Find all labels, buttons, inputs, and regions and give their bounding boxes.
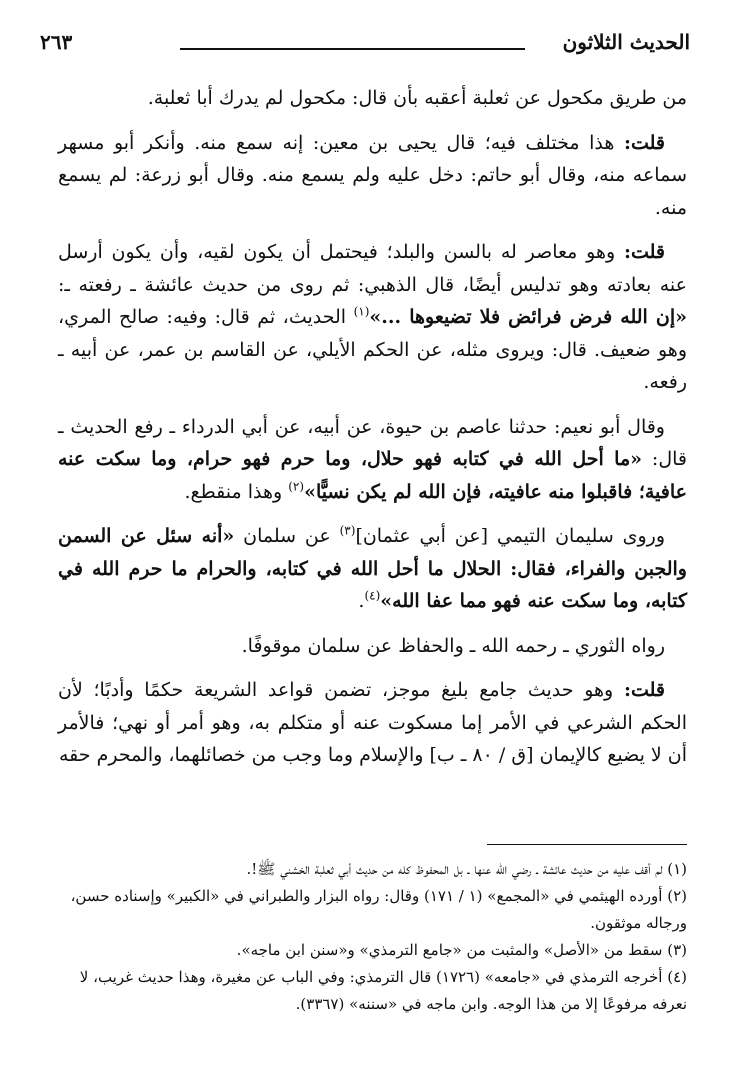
footnote-rule — [487, 844, 687, 845]
paragraph-4-text: وقال أبو نعيم: حدثنا عاصم بن حيوة، عن أبيه، عن أبي الدرداء ـ رفع الحديث ـ قال: — [58, 415, 687, 470]
hadith-quote: «ما أحل الله في كتابه فهو حلال، وما حرم فهو حرام، وما سكت عنه عافية؛ فاقبلوا منه عافيته، فإن الله لم يكن نسيًّا» — [58, 448, 687, 503]
paragraph-4 — [58, 411, 687, 509]
main-text — [58, 82, 687, 784]
paragraph-7-text: وهو حديث جامع بليغ موجز، تضمن قواعد الشريعة حكمًا وأدبًا؛ لأن الحكم الشرعي في الأمر إما مسكوت عنه أو متكلم به، وهو أمر أو نهي؛ فالأمر أن لا يضيع كالإيمان [ق / ٨٠ ـ ب] والإسلام وما وجب من خصائلهما، والمحرم حقه — [58, 679, 687, 766]
qultu-label: قلت: — [623, 679, 665, 701]
paragraph-5 — [58, 520, 687, 618]
paragraph-2 — [58, 127, 687, 225]
paragraph-4-text-cont: وهذا منقطع. — [184, 480, 289, 503]
paragraph-3-text-cont: الحديث، ثم قال: وفيه: صالح المري، وهو ضعيف. قال: ويروى مثله، عن الحكم الأيلي، عن القاسم بن عمر، عن أبيه ـ رفعه. — [58, 306, 687, 393]
page-header — [40, 24, 690, 64]
paragraph-5-text: وروى سليمان التيمي [عن أبي عثمان] — [355, 525, 666, 547]
hadith-quote: «إن الله فرض فرائض فلا تضيعوها ...» — [369, 306, 687, 328]
footnote-ref-4: (٤) — [364, 588, 381, 603]
header-rule — [180, 48, 525, 50]
paragraph-5-text-cont: عن سلمان — [234, 525, 340, 547]
footnote-ref-2: (٢) — [288, 479, 305, 494]
qultu-label: قلت: — [623, 131, 665, 154]
paragraph-2-text: هذا مختلف فيه؛ قال يحيى بن معين: إنه سمع منه. وأنكر أبو مسهر سماعه منه، وقال أبو حاتم: دخل عليه ولم يسمع منه. وقال أبو زرعة: لم يسمع منه. — [58, 131, 687, 219]
footnote-4: (٤) أخرجه الترمذي في «جامعه» (١٧٢٦) قال الترمذي: وفي الباب عن مغيرة، وهذا حديث غريب، لا نعرفه مرفوعًا إلا من هذا الوجه. وابن ماجه في «سننه» (٣٣٦٧). — [79, 968, 687, 1013]
footnote-1: (١) لم أقف عليه من حديث عائشة ـ رضي الله عنها ـ بل المحفوظ كله من حديث أبي ثعلبة الخشني ﷺ!. — [246, 860, 687, 878]
paragraph-1: من طريق مكحول عن ثعلبة أعقبه بأن قال: مكحول لم يدرك أبا ثعلبة. — [147, 87, 687, 109]
footnote-2: (٢) أورده الهيثمي في «المجمع» (١ / ١٧١) وقال: رواه البزار والطبراني في «الكبير» وإسناده حسن، ورجاله موثقون. — [70, 887, 687, 932]
paragraph-3-text: وهو معاصر له بالسن والبلد؛ فيحتمل أن يكون لقيه، وأن يكون أرسل عنه بعادته وهو تدليس أيضًا، قال الذهبي: ثم روى من حديث عائشة ـ رفعته ـ: — [58, 241, 687, 296]
footnote-ref-1: (١) — [353, 304, 370, 319]
chapter-title: الحديث الثلاثون — [562, 30, 690, 54]
hadith-quote: «أنه سئل عن السمن والجبن والفراء، فقال: الحلال ما أحل الله في كتابه، والحرام ما حرم الله في كتابه، وما سكت عنه فهو مما عفا الله» — [58, 525, 687, 612]
footnote-ref-3: (٣) — [339, 523, 356, 538]
footnote-3: (٣) سقط من «الأصل» والمثبت من «جامع الترمذي» و«سنن ابن ماجه». — [236, 941, 687, 959]
qultu-label: قلت: — [623, 241, 665, 263]
paragraph-3 — [58, 236, 687, 399]
footnotes — [58, 856, 687, 1018]
paragraph-7 — [58, 674, 687, 772]
page-number: ٢٦٣ — [40, 30, 73, 54]
paragraph-5-end: . — [358, 590, 365, 612]
paragraph-6: رواه الثوري ـ رحمه الله ـ والحفاظ عن سلمان موقوفًا. — [241, 634, 665, 657]
